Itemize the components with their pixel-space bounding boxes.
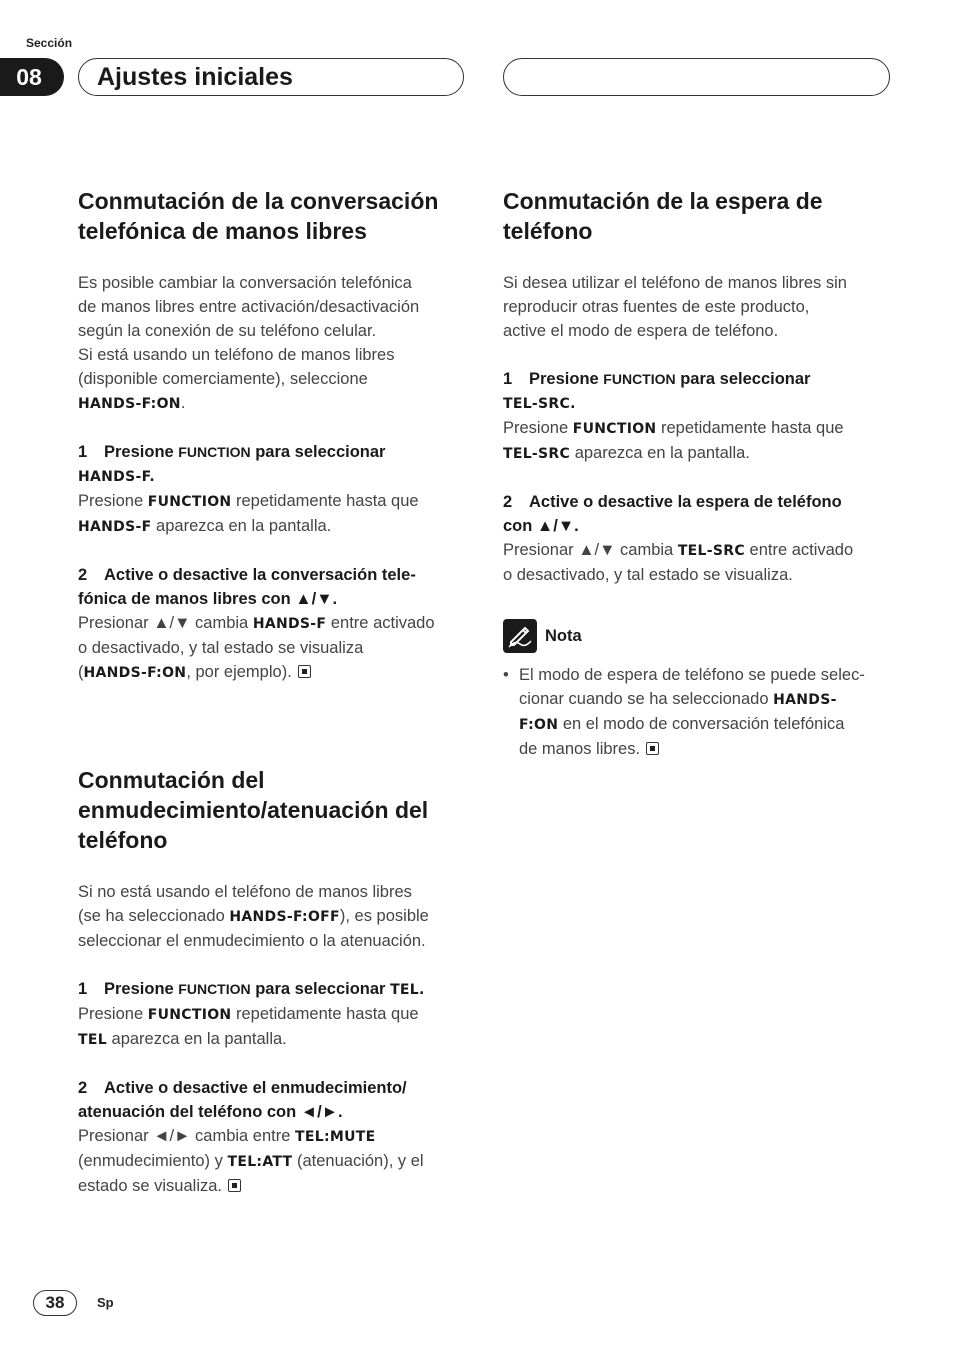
heading-phone-standby: Conmutación de la espera de teléfono [503, 188, 823, 244]
note-pencil-icon [503, 619, 537, 653]
step-2-hands-free: 2 Active o desactive la conversación tele- fónica de manos libres con ▲/▼. [78, 566, 416, 608]
end-mark-icon [228, 1179, 241, 1192]
left-column [78, 186, 468, 1198]
end-mark-icon [646, 742, 659, 755]
step-1-standby-body: Presione FUNCTION repetidamente hasta que TEL-SRC aparezca en la pantalla. [503, 419, 844, 462]
step-2-hands-free-body: Presionar ▲/▼ cambia HANDS-F entre activado o desactivado, y tal estado se visualiza (HANDS-F:ON, por ejemplo). [78, 614, 435, 681]
step-1-standby: 1 Presione FUNCTION para seleccionar TEL-SRC. [503, 370, 811, 412]
page-number: 38 [45, 1293, 65, 1312]
section-label: Sección [26, 36, 73, 50]
step-2-mute: 2 Active o desactive el enmudecimiento/ atenuación del teléfono con ◄/►. [78, 1079, 407, 1121]
section-number-badge: 08 [0, 58, 64, 96]
right-column [503, 186, 893, 761]
intro-phone-standby: Si desea utilizar el teléfono de manos libres sin reproducir otras fuentes de este producto, active el modo de espera de teléfono. [503, 274, 847, 340]
bullet: • [503, 666, 509, 684]
step-2-standby: 2 Active o desactive la espera de teléfono con ▲/▼. [503, 493, 842, 535]
step-1-hands-free-body: Presione FUNCTION repetidamente hasta que HANDS-F aparezca en la pantalla. [78, 492, 419, 535]
intro-hands-free: Es posible cambiar la conversación telefónica de manos libres entre activación/desactivación según la conexión de su teléfono celular. Si está usando un teléfono de manos libres (disponible comerciamente), seleccione HANDS-F:ON. [78, 274, 420, 412]
note-label: Nota [545, 626, 582, 645]
page-number-badge [33, 1290, 77, 1316]
section-title [78, 58, 464, 96]
step-2-standby-body: Presionar ▲/▼ cambia TEL-SRC entre activado o desactivado, y tal estado se visualiza. [503, 541, 854, 584]
intro-mute-attenuation: Si no está usando el teléfono de manos libres (se ha seleccionado HANDS-F:OFF), es posible seleccionar el enmudecimiento o la atenuación. [78, 883, 429, 950]
heading-mute-attenuation: Conmutación del enmudecimiento/atenuación del teléfono [78, 767, 429, 853]
step-1-mute-body: Presione FUNCTION repetidamente hasta que TEL aparezca en la pantalla. [78, 1005, 419, 1048]
step-1-hands-free: 1 Presione FUNCTION para seleccionar HANDS-F. [78, 443, 386, 485]
language-code: Sp [97, 1295, 114, 1310]
header-empty-pill [503, 58, 890, 96]
heading-hands-free-switching: Conmutación de la conversación telefónica de manos libres [78, 188, 439, 244]
section-title-text: Ajustes iniciales [97, 62, 293, 91]
step-1-mute: 1 Presione FUNCTION para seleccionar TEL. [78, 980, 425, 998]
note-text: El modo de espera de teléfono se puede selec- cionar cuando se ha seleccionado HANDS- F:ON en el modo de conversación telefónica de manos libres. [519, 666, 865, 758]
note-header [503, 619, 893, 653]
note-item [503, 663, 893, 761]
end-mark-icon [298, 665, 311, 678]
step-2-mute-body: Presionar ◄/► cambia entre TEL:MUTE (enmudecimiento) y TEL:ATT (atenuación), y el estado se visualiza. [78, 1127, 424, 1195]
